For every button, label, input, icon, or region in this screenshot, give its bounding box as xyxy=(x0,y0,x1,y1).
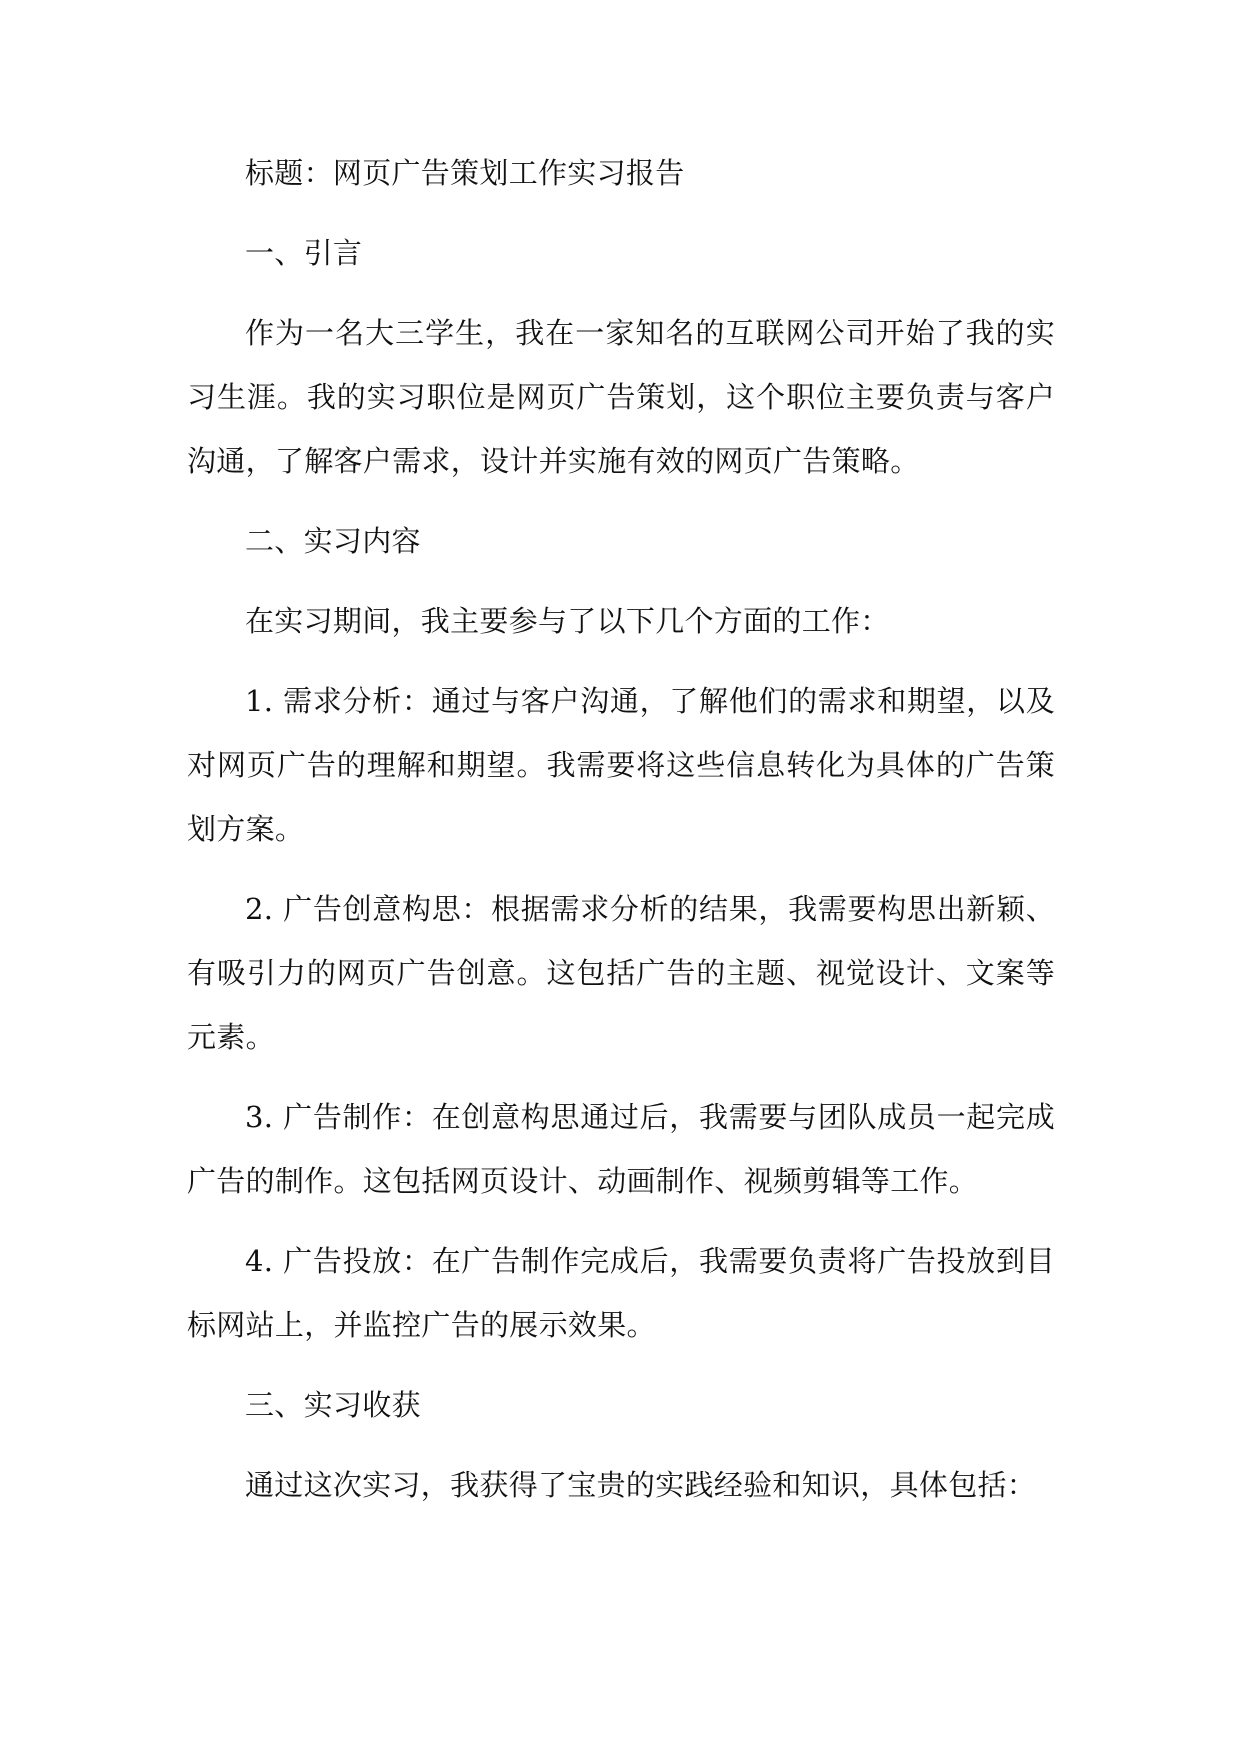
internship-content-intro: 在实习期间，我主要参与了以下几个方面的工作： xyxy=(245,604,890,638)
introduction-paragraph: 作为一名大三学生，我在一家知名的互联网公司开始了我的实习生涯。我的实习职位是网页广告策划，这个职位主要负责与客户沟通，了解客户需求，设计并实施有效的网页广告策略。 xyxy=(187,316,1055,478)
list-item-creative-concept: 2. 广告创意构思：根据需求分析的结果，我需要构思出新颖、有吸引力的网页广告创意。这包括广告的主题、视觉设计、文案等元素。 xyxy=(187,892,1055,1054)
section-heading-internship-gains: 三、实习收获 xyxy=(245,1388,421,1422)
list-item-ad-placement: 4. 广告投放：在广告制作完成后，我需要负责将广告投放到目标网站上，并监控广告的展示效果。 xyxy=(187,1244,1055,1342)
section-heading-introduction: 一、引言 xyxy=(245,236,363,270)
document-title: 标题：网页广告策划工作实习报告 xyxy=(245,156,685,190)
section-heading-internship-content: 二、实习内容 xyxy=(245,524,421,558)
list-item-ad-production: 3. 广告制作：在创意构思通过后，我需要与团队成员一起完成广告的制作。这包括网页设计、动画制作、视频剪辑等工作。 xyxy=(187,1100,1055,1198)
internship-gains-intro: 通过这次实习，我获得了宝贵的实践经验和知识，具体包括： xyxy=(245,1468,1037,1502)
document-body xyxy=(187,141,1055,1533)
list-item-requirement-analysis: 1. 需求分析：通过与客户沟通，了解他们的需求和期望，以及对网页广告的理解和期望。我需要将这些信息转化为具体的广告策划方案。 xyxy=(187,684,1055,846)
